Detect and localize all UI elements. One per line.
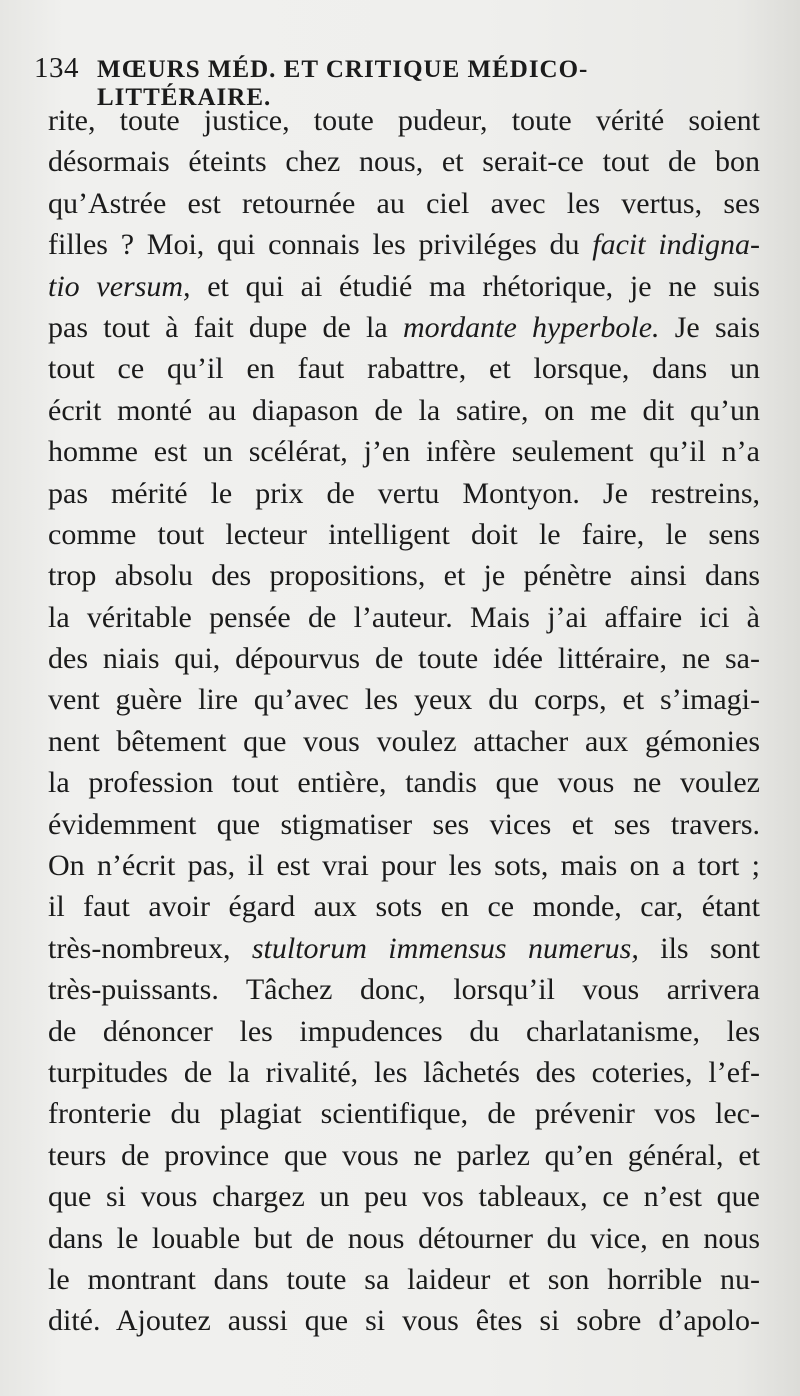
- italic-phrase: tio versum,: [48, 269, 191, 303]
- text-line: [48, 1300, 760, 1341]
- text-run: dité. Ajoutez aussi que si vous êtes si sobre d’apolo-: [48, 1304, 760, 1338]
- text-line: [48, 721, 760, 762]
- text-line: [48, 1176, 760, 1217]
- text-run: évidemment que stigmatiser ses vices et ses travers.: [48, 807, 760, 841]
- italic-phrase: stultorum immensus numerus,: [251, 931, 639, 965]
- text-line: [48, 969, 760, 1010]
- text-run: Je sais: [659, 310, 760, 344]
- text-run: très-nombreux,: [48, 931, 252, 965]
- text-line: [48, 307, 760, 348]
- text-line: [48, 514, 760, 555]
- text-run: homme est un scélérat, j’en infère seulement qu’il n’a: [48, 435, 760, 469]
- text-line: [48, 804, 760, 845]
- text-run: que si vous chargez un peu vos tableaux, ce n’est que: [48, 1180, 760, 1214]
- text-run: pas mérité le prix de vertu Montyon. Je restreins,: [48, 476, 760, 510]
- text-line: [48, 928, 760, 969]
- italic-phrase: mordante hyperbole.: [402, 310, 660, 344]
- text-line: [48, 555, 760, 596]
- text-run: la véritable pensée de l’auteur. Mais j’ai affaire ici à: [48, 600, 760, 634]
- text-run: filles ? Moi, qui connais les priviléges du: [48, 228, 593, 262]
- text-line: [48, 638, 760, 679]
- text-line: [48, 266, 760, 307]
- page-number: 134: [34, 52, 79, 84]
- text-line: [48, 1052, 760, 1093]
- text-line: [48, 1093, 760, 1134]
- text-line: [48, 886, 760, 927]
- text-line: [48, 1135, 760, 1176]
- text-line: [48, 597, 760, 638]
- body-text: [48, 100, 760, 1342]
- text-line: [48, 1218, 760, 1259]
- text-run: vent guère lire qu’avec les yeux du corps, et s’imagi-: [48, 683, 760, 717]
- text-run: turpitudes de la rivalité, les lâchetés des coteries, l’ef-: [48, 1055, 760, 1089]
- text-run: trop absolu des propositions, et je pénètre ainsi dans: [48, 559, 760, 593]
- text-line: [48, 679, 760, 720]
- text-line: [48, 141, 760, 182]
- text-run: désormais éteints chez nous, et serait-ce tout de bon: [48, 145, 760, 179]
- text-run: écrit monté au diapason de la satire, on me dit qu’un: [48, 393, 760, 427]
- text-run: rite, toute justice, toute pudeur, toute vérité soient: [48, 104, 760, 137]
- text-run: des niais qui, dépourvus de toute idée littéraire, ne sa-: [48, 642, 760, 676]
- text-line: [48, 100, 760, 141]
- text-run: de dénoncer les impudences du charlatanisme, les: [48, 1014, 760, 1048]
- text-run: On n’écrit pas, il est vrai pour les sots, mais on a tort ;: [48, 849, 760, 883]
- text-run: teurs de province que vous ne parlez qu’en général, et: [48, 1138, 760, 1172]
- text-run: et qui ai étudié ma rhétorique, je ne suis: [190, 269, 760, 303]
- text-run: pas tout à fait dupe de la: [48, 310, 403, 344]
- text-line: [48, 224, 760, 265]
- text-run: ils sont: [638, 931, 760, 965]
- text-run: le montrant dans toute sa laideur et son horrible nu-: [48, 1262, 760, 1296]
- text-line: [48, 845, 760, 886]
- text-line: [48, 1259, 760, 1300]
- text-line: [48, 390, 760, 431]
- text-run: il faut avoir égard aux sots en ce monde, car, étant: [48, 890, 760, 924]
- text-run: qu’Astrée est retournée au ciel avec les vertus, ses: [48, 186, 760, 220]
- text-line: [48, 473, 760, 514]
- text-line: [48, 183, 760, 224]
- text-run: dans le louable but de nous détourner du vice, en nous: [48, 1221, 760, 1255]
- text-run: très-puissants. Tâchez donc, lorsqu’il vous arrivera: [48, 973, 760, 1007]
- text-run: fronterie du plagiat scientifique, de prévenir vos lec-: [48, 1097, 760, 1131]
- text-line: [48, 431, 760, 472]
- text-line: [48, 348, 760, 389]
- text-line: [48, 1011, 760, 1052]
- italic-phrase: facit indigna-: [592, 228, 760, 262]
- text-line: [48, 762, 760, 803]
- text-run: tout ce qu’il en faut rabattre, et lorsque, dans un: [48, 352, 760, 386]
- text-run: comme tout lecteur intelligent doit le faire, le sens: [48, 517, 760, 551]
- text-run: nent bêtement que vous voulez attacher aux gémonies: [48, 724, 760, 758]
- running-title: MŒURS MÉD. ET CRITIQUE MÉDICO-LITTÉRAIRE.: [97, 56, 589, 111]
- text-run: la profession tout entière, tandis que vous ne voulez: [48, 766, 760, 800]
